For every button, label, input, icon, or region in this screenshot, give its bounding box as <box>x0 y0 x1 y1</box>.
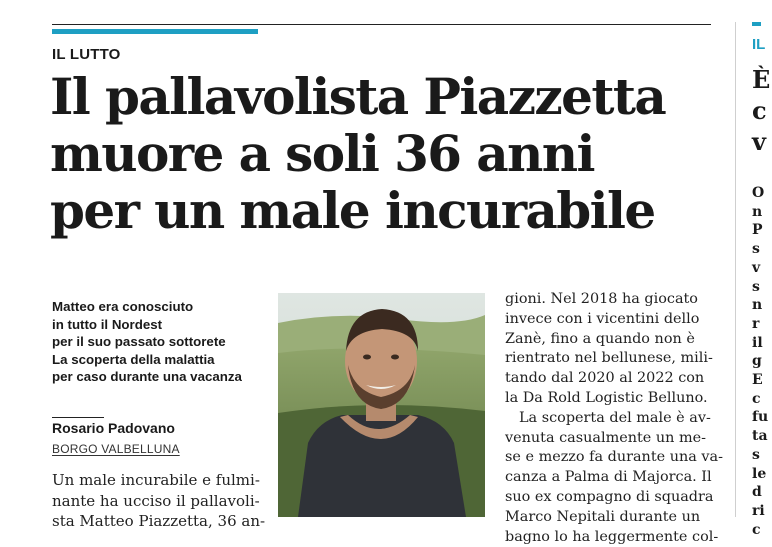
article-body-column-2 <box>505 290 723 547</box>
summary-line: per caso durante una vacanza <box>52 369 242 385</box>
next-body-fragment: ri <box>752 502 765 519</box>
body-line: Un male incurabile e fulmi- <box>52 471 260 489</box>
headline-line: muore a soli 36 anni <box>50 124 594 183</box>
author-byline: Rosario Padovano <box>52 420 175 436</box>
top-rule <box>52 24 711 25</box>
next-headline-fragment: v <box>752 127 766 156</box>
next-body-fragment: fu <box>752 409 769 426</box>
article-summary <box>52 298 257 386</box>
article-headline <box>50 68 710 239</box>
body-line: La scoperta del male è av- <box>519 409 711 426</box>
next-article-body <box>752 184 772 539</box>
portrait-photo-illustration <box>278 293 485 517</box>
next-body-fragment: ta <box>752 428 768 445</box>
article-body-column-1 <box>52 470 266 532</box>
body-line: Zanè, fino a quando non è <box>505 330 695 347</box>
summary-line: Matteo era conosciuto <box>52 299 194 314</box>
column-divider <box>735 22 736 517</box>
next-body-fragment: s <box>752 278 760 295</box>
dateline-location: BORGO VALBELLUNA <box>52 442 180 456</box>
body-line: tando dal 2020 al 2022 con <box>505 370 705 387</box>
next-body-fragment: E <box>752 372 763 389</box>
next-body-fragment: n <box>752 203 763 220</box>
next-article-headline <box>752 64 772 157</box>
next-body-fragment: c <box>752 521 761 538</box>
body-line: la Da Rold Logistic Belluno. <box>505 389 708 406</box>
article-kicker: IL LUTTO <box>52 46 121 63</box>
next-body-fragment: s <box>752 446 760 463</box>
next-body-fragment: s <box>752 241 760 258</box>
next-article-kicker: IL <box>752 36 766 53</box>
summary-line: La scoperta della malattia <box>52 351 215 367</box>
next-body-fragment: c <box>752 390 761 407</box>
body-line: gioni. Nel 2018 ha giocato <box>505 291 698 307</box>
body-line: nante ha ucciso il pallavoli- <box>52 491 260 510</box>
next-body-fragment: r <box>752 315 760 332</box>
body-line: Marco Nepitali durante un <box>505 508 701 525</box>
body-line: venuta casualmente un me- <box>505 429 707 446</box>
section-accent-bar <box>52 29 258 34</box>
summary-line: in tutto il Nordest <box>52 316 163 332</box>
next-body-fragment: P <box>752 222 763 239</box>
next-body-fragment: le <box>752 465 767 482</box>
next-body-fragment: n <box>752 297 763 314</box>
body-line: bagno lo ha leggermente col- <box>505 528 719 545</box>
body-line: rientrato nel bellunese, mili- <box>505 350 713 367</box>
body-line: suo ex compagno di squadra <box>505 488 714 505</box>
body-line: canza a Palma di Majorca. Il <box>505 469 712 486</box>
next-body-fragment: d <box>752 484 762 501</box>
article-photo <box>278 293 485 517</box>
headline-line: Il pallavolista Piazzetta <box>50 67 666 126</box>
body-line: invece con i vicentini dello <box>505 310 700 327</box>
next-body-fragment: il <box>752 334 763 351</box>
next-body-fragment: v <box>752 259 761 276</box>
next-body-fragment: O <box>752 185 765 201</box>
next-headline-fragment: È <box>752 65 771 94</box>
author-rule <box>52 417 104 418</box>
body-line: se e mezzo fa durante una va- <box>505 449 723 466</box>
summary-line: per il suo passato sottorete <box>52 334 226 350</box>
next-article-accent-bar <box>752 22 761 26</box>
body-line: sta Matteo Piazzetta, 36 an- <box>52 512 266 530</box>
next-body-fragment: g <box>752 353 762 370</box>
next-headline-fragment: c <box>752 96 767 125</box>
headline-line: per un male incurabile <box>50 181 655 240</box>
